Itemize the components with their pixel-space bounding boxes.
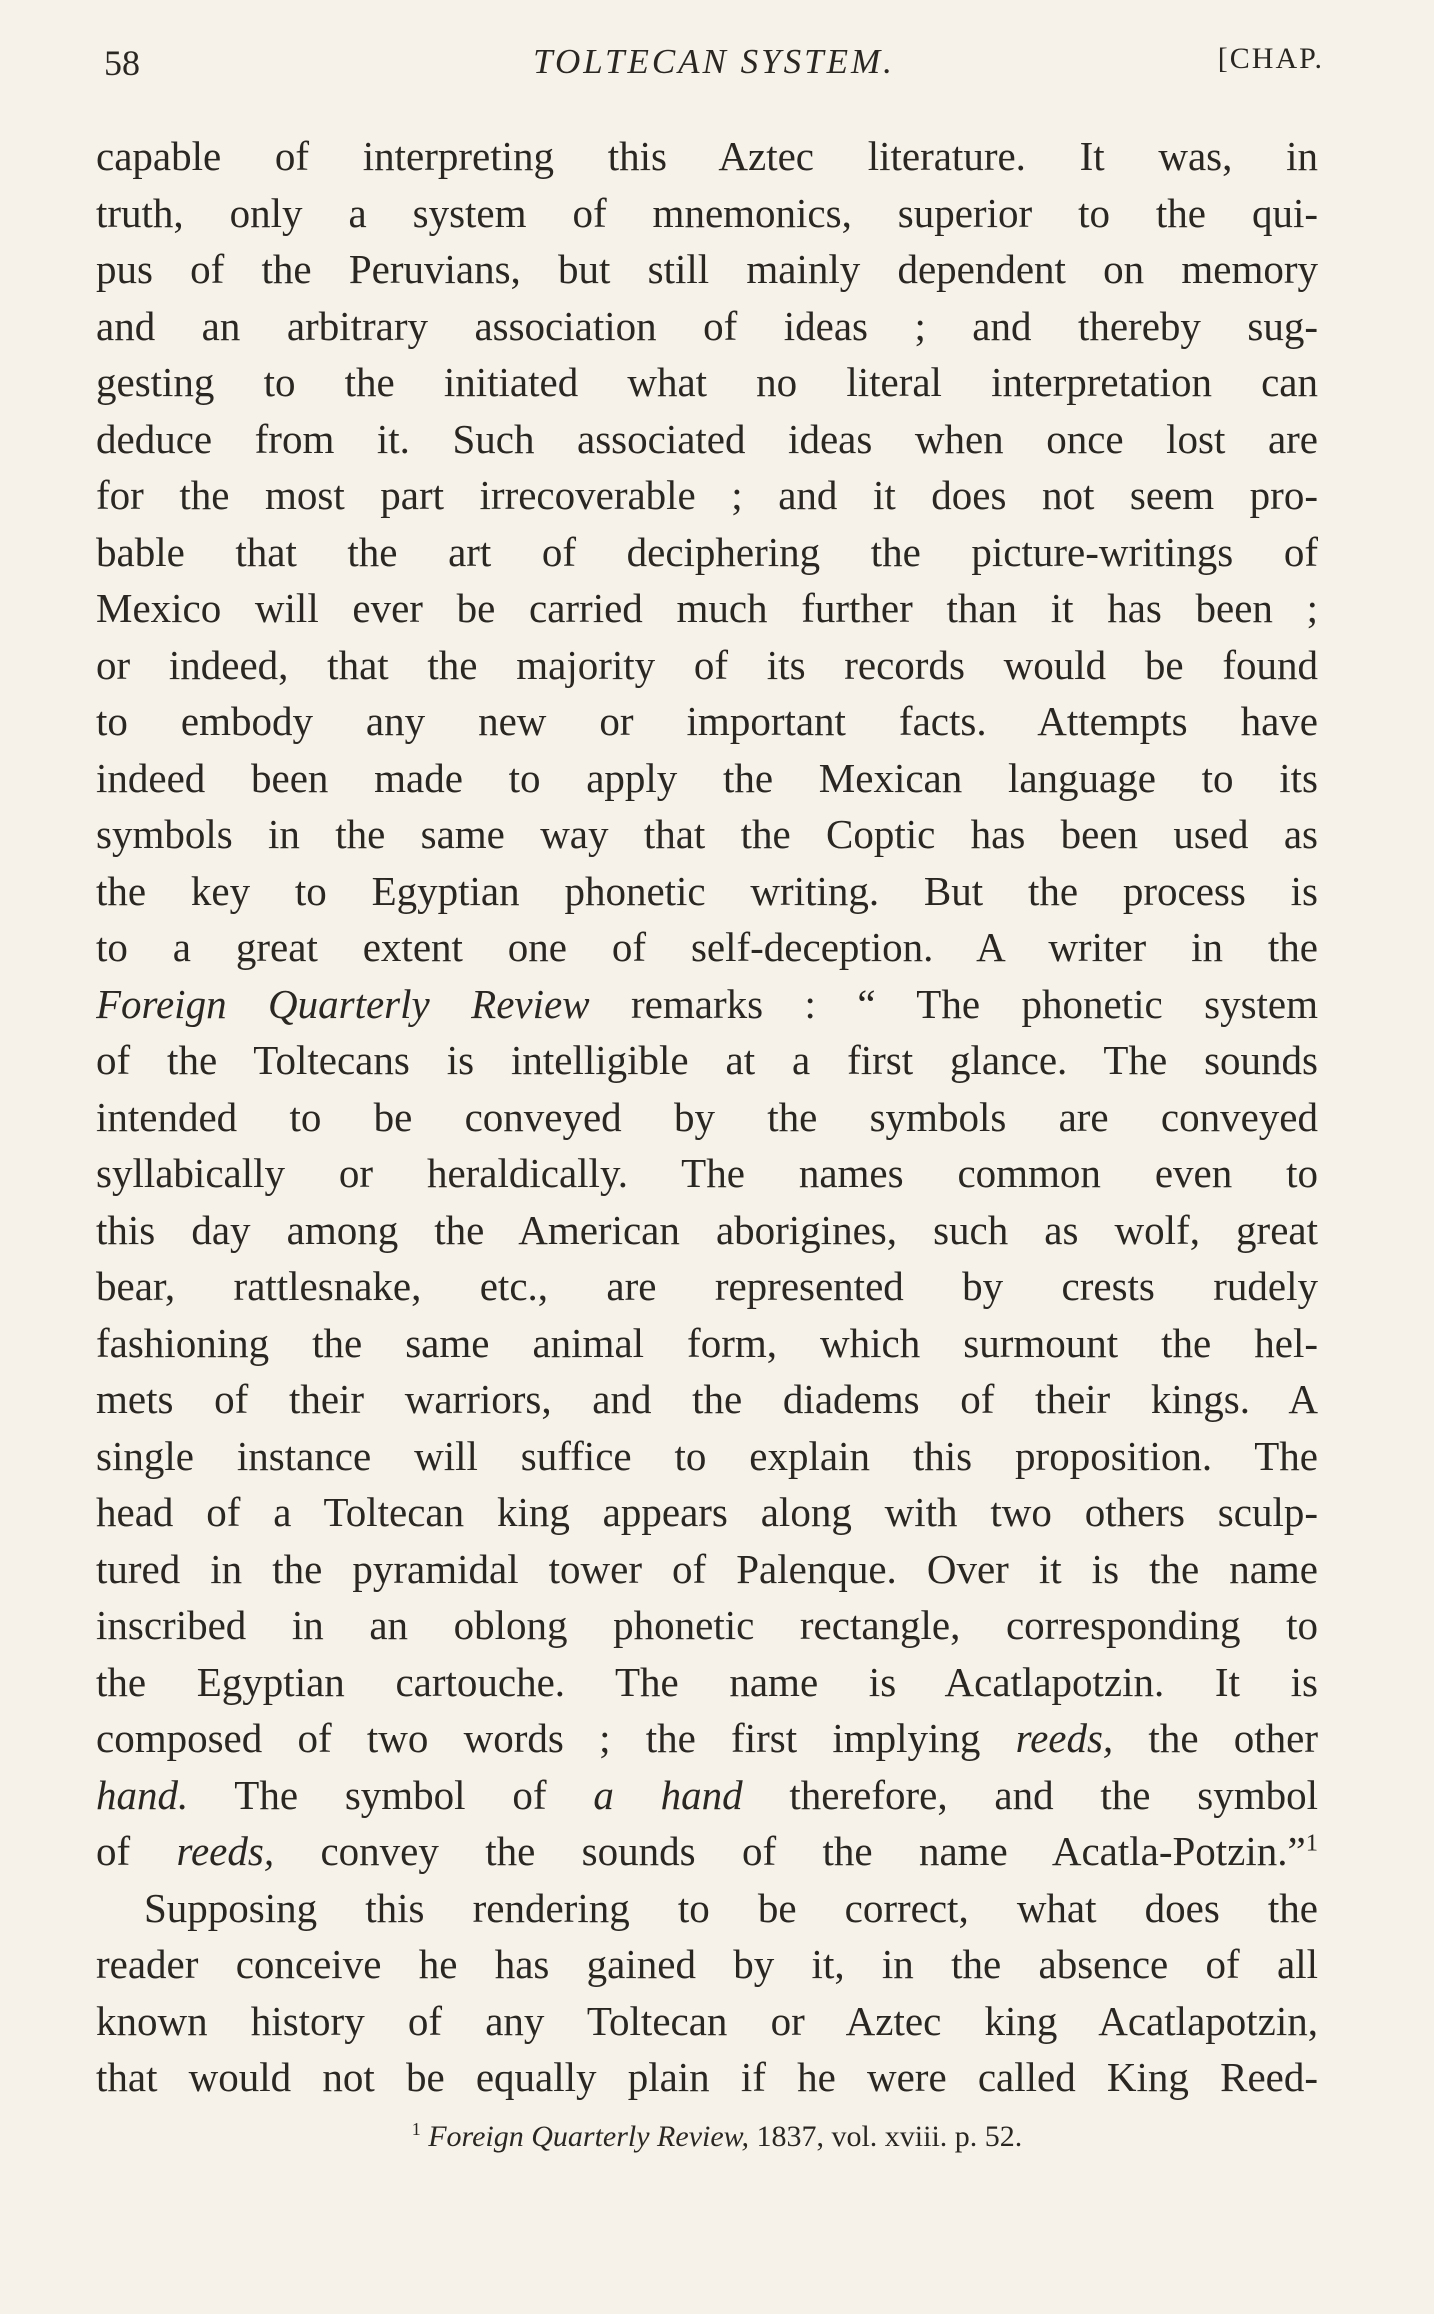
text-line: intended to be conveyed by the symbols are conveyed	[96, 1093, 1318, 1140]
text-line: bable that the art of deciphering the picture-writings of	[96, 528, 1318, 575]
text-line: reader conceive he has gained by it, in the absence of all	[96, 1941, 1318, 1987]
text-line: gesting to the initiated what no literal interpretation can	[96, 359, 1318, 405]
footnote-marker: 1	[411, 2119, 421, 2139]
text-line: pus of the Peruvians, but still mainly dependent on memory	[96, 246, 1318, 292]
text-line: single instance will suffice to explain this proposition. The	[96, 1432, 1318, 1479]
running-head	[104, 42, 1324, 92]
text-line: indeed been made to apply the Mexican language to its	[96, 754, 1318, 801]
footnote-source: Foreign Quarterly Review,	[428, 2120, 749, 2153]
text-line: truth, only a system of mnemonics, superior to the qui-	[96, 189, 1318, 236]
text-line: composed of two words ; the first implying reeds, the other	[96, 1715, 1318, 1761]
text-line: tured in the pyramidal tower of Palenque. Over it is the name	[96, 1545, 1318, 1592]
text-line: this day among the American aborigines, such as wolf, great	[96, 1206, 1318, 1253]
text-line: mets of their warriors, and the diadems of their kings. A	[96, 1376, 1318, 1422]
running-title: TOLTECAN SYSTEM.	[533, 42, 895, 81]
text-line: fashioning the same animal form, which surmount the hel-	[96, 1319, 1318, 1366]
text-line: to embody any new or important facts. Attempts have	[96, 698, 1318, 744]
text-line: Foreign Quarterly Review remarks : “ The phonetic system	[96, 980, 1318, 1027]
footnote-details: 1837, vol. xviii. p. 52.	[748, 2120, 1023, 2153]
footnote-reference: 1	[1305, 1829, 1318, 1857]
text-line: for the most part irrecoverable ; and it does not seem pro-	[96, 472, 1318, 518]
text-line: that would not be equally plain if he were called King Reed-	[96, 2054, 1318, 2100]
text-line: of the Toltecans is intelligible at a first glance. The sounds	[96, 1037, 1318, 1083]
body-text	[96, 128, 1318, 2106]
italic-word: reeds,	[176, 1828, 275, 1874]
text-line: symbols in the same way that the Coptic has been used as	[96, 811, 1318, 857]
text-line: syllabically or heraldically. The names common even to	[96, 1150, 1318, 1196]
text-line: inscribed in an oblong phonetic rectangle, corresponding to	[96, 1602, 1318, 1648]
text-line: to a great extent one of self-deception. A writer in the	[96, 924, 1318, 970]
text-line: the key to Egyptian phonetic writing. But the process is	[96, 867, 1318, 914]
italic-word: reeds,	[1015, 1715, 1114, 1761]
text-line: of reeds, convey the sounds of the name Acatla-Potzin.”$^1$	[96, 1828, 1318, 1874]
citation-title: Foreign Quarterly Review	[96, 980, 590, 1027]
text-line: Supposing this rendering to be correct, what does the	[144, 1884, 1318, 1931]
text-line: known history of any Toltecan or Aztec king Acatlapotzin,	[96, 1997, 1318, 2044]
text-line: head of a Toltecan king appears along with two others sculp-	[96, 1489, 1318, 1535]
text-line: capable of interpreting this Aztec literature. It was, in	[96, 133, 1318, 179]
text-line: the Egyptian cartouche. The name is Acatlapotzin. It is	[96, 1658, 1318, 1705]
text-line: Mexico will ever be carried much further than it has been ;	[96, 585, 1318, 631]
italic-word: a hand	[593, 1771, 743, 1818]
text-line: hand. The symbol of a hand therefore, and the symbol	[96, 1771, 1318, 1818]
page-number: 58	[104, 43, 140, 83]
text-line: bear, rattlesnake, etc., are represented by crests rudely	[96, 1263, 1318, 1309]
chapter-marker: [CHAP.	[1217, 42, 1324, 75]
text-line: and an arbitrary association of ideas ; and thereby sug-	[96, 302, 1318, 349]
footnote	[0, 2120, 1434, 2154]
text-line: deduce from it. Such associated ideas when once lost are	[96, 415, 1318, 462]
italic-word: hand.	[96, 1771, 189, 1818]
text-line: or indeed, that the majority of its records would be found	[96, 641, 1318, 688]
